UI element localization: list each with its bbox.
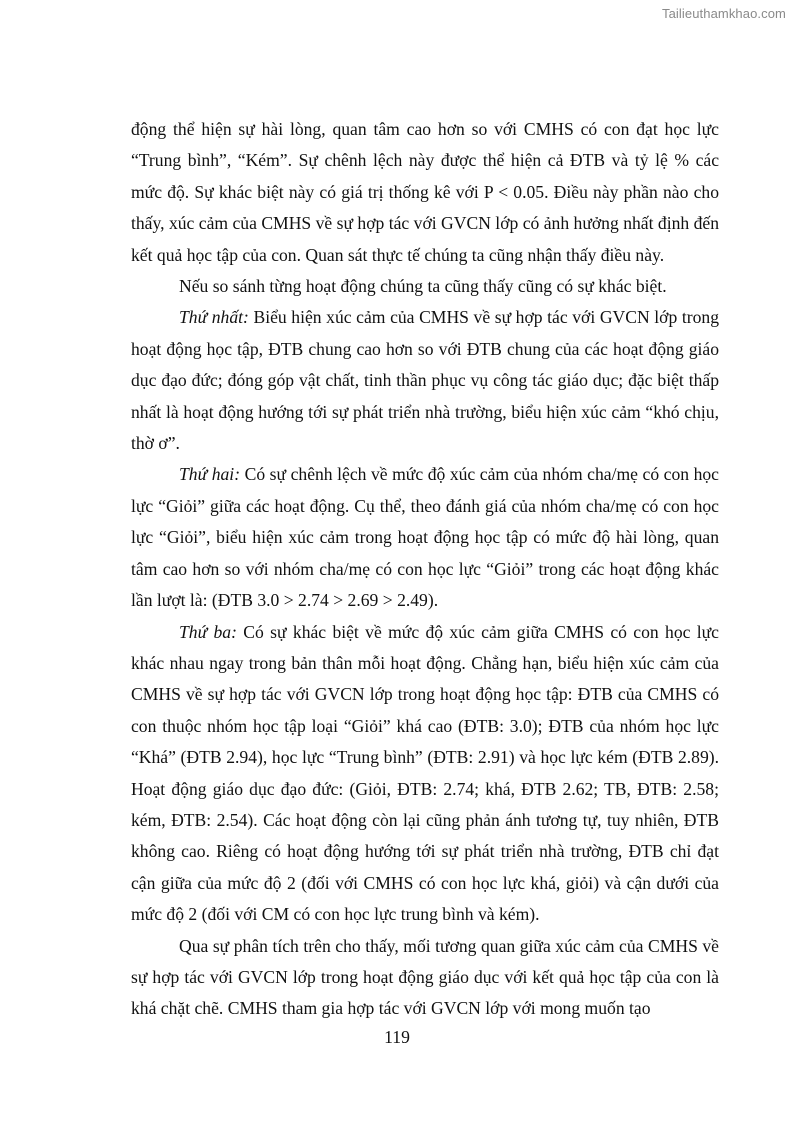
paragraph-second-point <box>131 459 719 616</box>
paragraph-lead-italic: Thứ ba: <box>179 621 237 642</box>
paragraph-first-point <box>131 302 719 459</box>
paragraph-text: Có sự chênh lệch về mức độ xúc cảm của nhóm cha/mẹ có con học lực “Giỏi” giữa các hoạt động. Cụ thể, theo đánh giá của nhóm cha/mẹ có con học lực “Giỏi”, biểu hiện xúc cảm trong hoạt động học tập có mức độ hài lòng, quan tâm cao hơn so với nhóm cha/mẹ có con học lực “Giỏi” trong các hoạt động khác lần lượt là: (ĐTB 3.0 > 2.74 > 2.69 > 2.49). <box>131 464 719 611</box>
paragraph-text: Nếu so sánh từng hoạt động chúng ta cũng thấy cũng có sự khác biệt. <box>179 276 667 297</box>
watermark-text: Tailieuthamkhao.com <box>661 6 786 21</box>
paragraph-lead-italic: Thứ nhất: <box>179 307 249 328</box>
document-body <box>131 114 719 1025</box>
paragraph-lead-italic: Thứ hai: <box>179 464 241 485</box>
paragraph-conclusion <box>131 931 719 1025</box>
paragraph-comparison-intro <box>131 271 719 302</box>
paragraph-text: Biểu hiện xúc cảm của CMHS về sự hợp tác với GVCN lớp trong hoạt động học tập, ĐTB chung cao hơn so với ĐTB chung của các hoạt động giáo dục đạo đức; đóng góp vật chất, tinh thần phục vụ công tác giáo dục; đặc biệt thấp nhất là hoạt động hướng tới sự phát triển nhà trường, biểu hiện xúc cảm “khó chịu, thờ ơ”. <box>131 307 719 454</box>
paragraph-third-point <box>131 617 719 931</box>
paragraph-text: động thể hiện sự hài lòng, quan tâm cao hơn so với CMHS có con đạt học lực “Trung bình”, “Kém”. Sự chênh lệch này được thể hiện cả ĐTB và tỷ lệ % các mức độ. Sự khác biệt này có giá trị thống kê với P < 0.05. Điều này phần nào cho thấy, xúc cảm của CMHS về sự hợp tác với GVCN lớp có ảnh hưởng nhất định đến kết quả học tập của con. Quan sát thực tế chúng ta cũng nhận thấy điều này. <box>131 119 719 265</box>
paragraph-continuation <box>131 114 719 271</box>
paragraph-text: Có sự khác biệt về mức độ xúc cảm giữa CMHS có con học lực khác nhau ngay trong bản thân mỗi hoạt động. Chẳng hạn, biểu hiện xúc cảm của CMHS về sự hợp tác với GVCN lớp trong hoạt động học tập: ĐTB của CMHS có con thuộc nhóm học tập loại “Giỏi” khá cao (ĐTB: 3.0); ĐTB của nhóm học lực “Khá” (ĐTB 2.94), học lực “Trung bình” (ĐTB: 2.91) và học lực kém (ĐTB 2.89). Hoạt động giáo dục đạo đức: (Giỏi, ĐTB: 2.74; khá, ĐTB 2.62; TB, ĐTB: 2.58; kém, ĐTB: 2.54). Các hoạt động còn lại cũng phản ánh tương tự, tuy nhiên, ĐTB không cao. Riêng có hoạt động hướng tới sự phát triển nhà trường, ĐTB chỉ đạt cận giữa của mức độ 2 (đối với CMHS có con học lực khá, giỏi) và cận dưới của mức độ 2 (đối với CM có con học lực trung bình và kém). <box>131 621 719 925</box>
paragraph-text: Qua sự phân tích trên cho thấy, mối tương quan giữa xúc cảm của CMHS về sự hợp tác với GVCN lớp trong hoạt động giáo dục với kết quả học tập của con là khá chặt chẽ. CMHS tham gia hợp tác với GVCN lớp với mong muốn tạo <box>131 935 719 1019</box>
page-number: 119 <box>384 1027 410 1047</box>
